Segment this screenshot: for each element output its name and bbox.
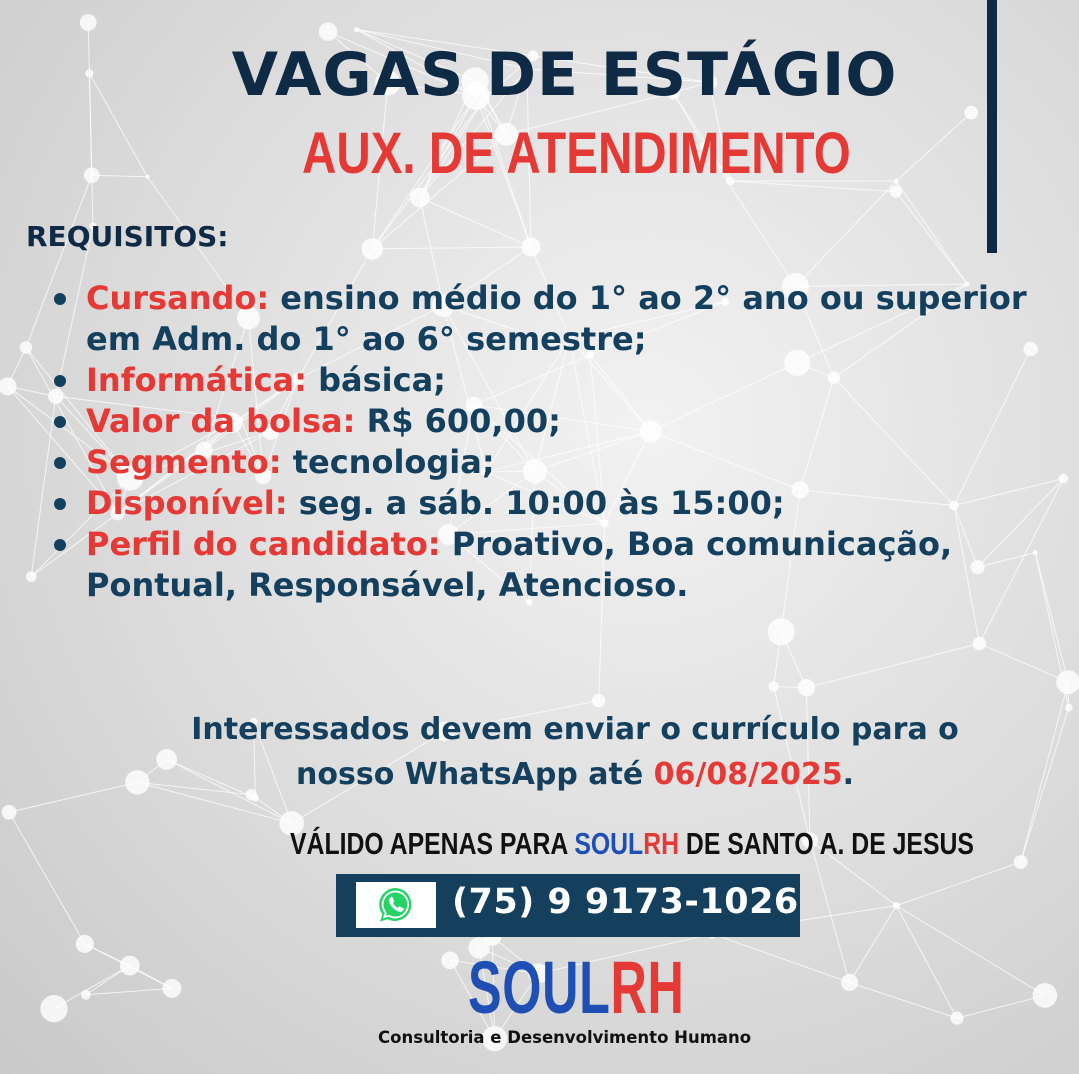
validity-prefix: VÁLIDO APENAS PARA — [290, 826, 575, 861]
whatsapp-contact[interactable] — [336, 874, 800, 937]
phone-number[interactable]: (75) 9 9173-1026 — [452, 882, 799, 922]
item-label: Cursando: — [86, 279, 270, 317]
list-item — [54, 401, 1044, 442]
whatsapp-icon — [376, 885, 416, 925]
brand-tagline: Consultoria e Desenvolvimento Humano — [378, 1028, 752, 1047]
call-to-action — [150, 707, 1000, 797]
item-text: básica; — [306, 361, 446, 399]
whatsapp-icon-box — [356, 882, 436, 928]
item-label: Disponível: — [86, 484, 288, 522]
item-label: Valor da bolsa: — [86, 402, 356, 440]
deadline-date: 06/08/2025 — [653, 757, 843, 792]
requirements-heading: REQUISITOS: — [26, 220, 229, 253]
cta-line-2-suffix: . — [842, 757, 854, 792]
list-item — [54, 442, 1044, 483]
page-title: VAGAS DE ESTÁGIO — [231, 40, 898, 110]
logo-rh: RH — [610, 946, 685, 1029]
item-text: seg. a sáb. 10:00 às 15:00; — [287, 484, 785, 522]
item-label: Informática: — [86, 361, 307, 399]
validity-note — [290, 826, 974, 862]
list-item — [54, 360, 1044, 401]
accent-bar — [987, 0, 997, 253]
item-text: ensino médio do 1° ao 2° ano ou superior em Adm. do 1° ao 6° semestre; — [86, 279, 1027, 358]
cta-line-1: Interessados devem enviar o currículo para o — [191, 712, 959, 747]
bullet-icon — [54, 457, 66, 469]
brand-logo — [468, 945, 685, 1030]
item-label: Perfil do candidato: — [86, 525, 441, 563]
list-item — [54, 483, 1044, 524]
validity-suffix: DE SANTO A. DE JESUS — [679, 826, 974, 861]
bullet-icon — [54, 498, 66, 510]
list-item — [54, 278, 1044, 360]
validity-brand-rh: RH — [643, 826, 680, 861]
requirements-list — [54, 278, 1044, 606]
item-text: R$ 600,00; — [355, 402, 561, 440]
bullet-icon — [54, 375, 66, 387]
job-subtitle: AUX. DE ATENDIMENTO — [302, 121, 851, 186]
list-item — [54, 524, 1044, 606]
validity-brand-soul: SOUL — [574, 826, 644, 861]
item-label: Segmento: — [86, 443, 282, 481]
item-text: tecnologia; — [281, 443, 495, 481]
cta-line-2-prefix: nosso WhatsApp até — [296, 757, 654, 792]
item-text: Proativo, Boa comunicação, Pontual, Responsável, Atencioso. — [86, 525, 953, 604]
bullet-icon — [54, 416, 66, 428]
cta-line-2 — [150, 752, 1000, 797]
bullet-icon — [54, 293, 66, 305]
bullet-icon — [54, 539, 66, 551]
logo-soul: SOUL — [468, 946, 611, 1029]
